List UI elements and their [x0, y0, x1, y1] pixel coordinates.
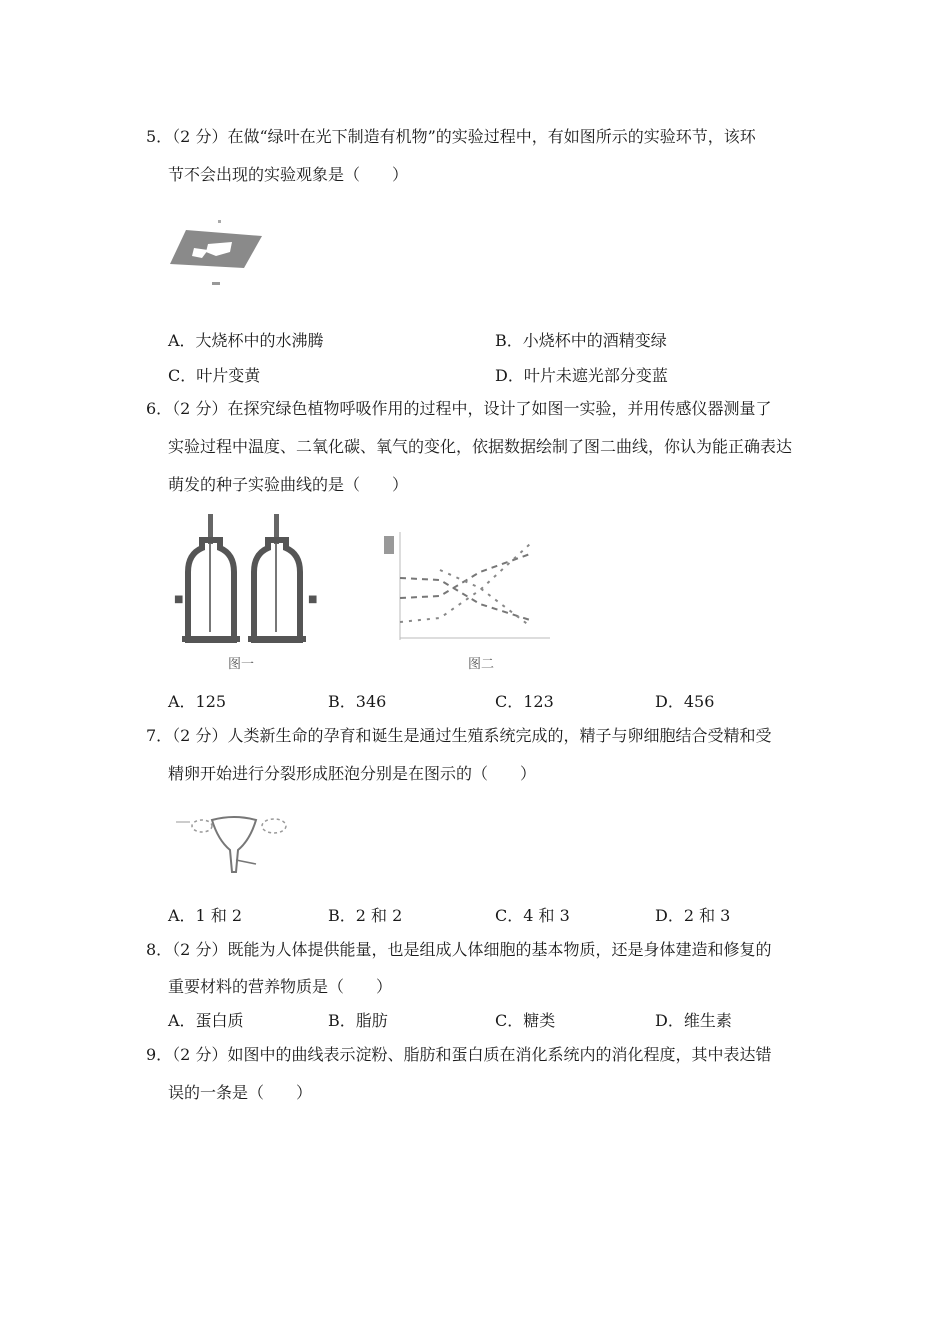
q9-stem-line1: 9．（2 分）如图中的曲线表示淀粉、脂肪和蛋白质在消化系统内的消化程度，其中表达错	[146, 1045, 772, 1064]
svg-text:■: ■	[174, 594, 184, 605]
q5-stem-line2: 节不会出现的实验观象是（ ）	[168, 165, 409, 184]
q8-stem-line2: 重要材料的营养物质是（ ）	[168, 977, 393, 996]
q8-option-a[interactable]: A．蛋白质	[168, 1011, 244, 1030]
q6-figure-two-caption: 图二	[468, 657, 495, 672]
q7-option-c[interactable]: C．4 和 3	[495, 906, 570, 925]
q6-option-c[interactable]: C．123	[495, 692, 554, 711]
q6-figure-one-bottles	[170, 512, 330, 672]
q7-option-a[interactable]: A．1 和 2	[168, 906, 243, 925]
q8-option-b[interactable]: B．脂肪	[328, 1011, 388, 1030]
q6-stem-line1: 6．（2 分）在探究绿色植物呼吸作用的过程中，设计了如图一实验，并用传感仪器测量了	[146, 399, 772, 418]
q9-stem-line2: 误的一条是（ ）	[168, 1083, 313, 1102]
svg-text:■: ■	[308, 594, 318, 605]
q7-stem-line2: 精卵开始进行分裂形成胚泡分别是在图示的（ ）	[168, 764, 537, 783]
q5-stem-line1: 5．（2 分）在做“绿叶在光下制造有机物”的实验过程中，有如图所示的实验环节，该环	[146, 127, 756, 146]
q6-figure-one-caption: 图一	[228, 657, 255, 672]
q5-option-d[interactable]: D．叶片未遮光部分变蓝	[495, 366, 668, 385]
q7-option-b[interactable]: B．2 和 2	[328, 906, 403, 925]
q7-option-d[interactable]: D．2 和 3	[655, 906, 731, 925]
q5-option-a[interactable]: A．大烧杯中的水沸腾	[168, 331, 324, 350]
q8-stem-line1: 8．（2 分）既能为人体提供能量，也是组成人体细胞的基本物质，还是身体建造和修复的	[146, 940, 772, 959]
q7-reproductive-system-figure	[164, 800, 304, 880]
q6-figure-two-curves	[380, 530, 580, 650]
q6-stem-line2: 实验过程中温度、二氧化碳、氧气的变化，依据数据绘制了图二曲线，你认为能正确表达	[168, 437, 793, 456]
q5-option-b[interactable]: B．小烧杯中的酒精变绿	[495, 331, 667, 350]
q6-option-d[interactable]: D．456	[655, 692, 715, 711]
q6-option-b[interactable]: B．346	[328, 692, 387, 711]
q6-stem-line3: 萌发的种子实验曲线的是（ ）	[168, 475, 409, 494]
q7-stem-line1: 7．（2 分）人类新生命的孕育和诞生是通过生殖系统完成的，精子与卵细胞结合受精和受	[146, 726, 772, 745]
q6-option-a[interactable]: A．125	[168, 692, 227, 711]
q5-option-c[interactable]: C．叶片变黄	[168, 366, 261, 385]
q8-option-d[interactable]: D．维生素	[655, 1011, 732, 1030]
q5-leaf-figure	[166, 218, 276, 300]
q8-option-c[interactable]: C．糖类	[495, 1011, 556, 1030]
